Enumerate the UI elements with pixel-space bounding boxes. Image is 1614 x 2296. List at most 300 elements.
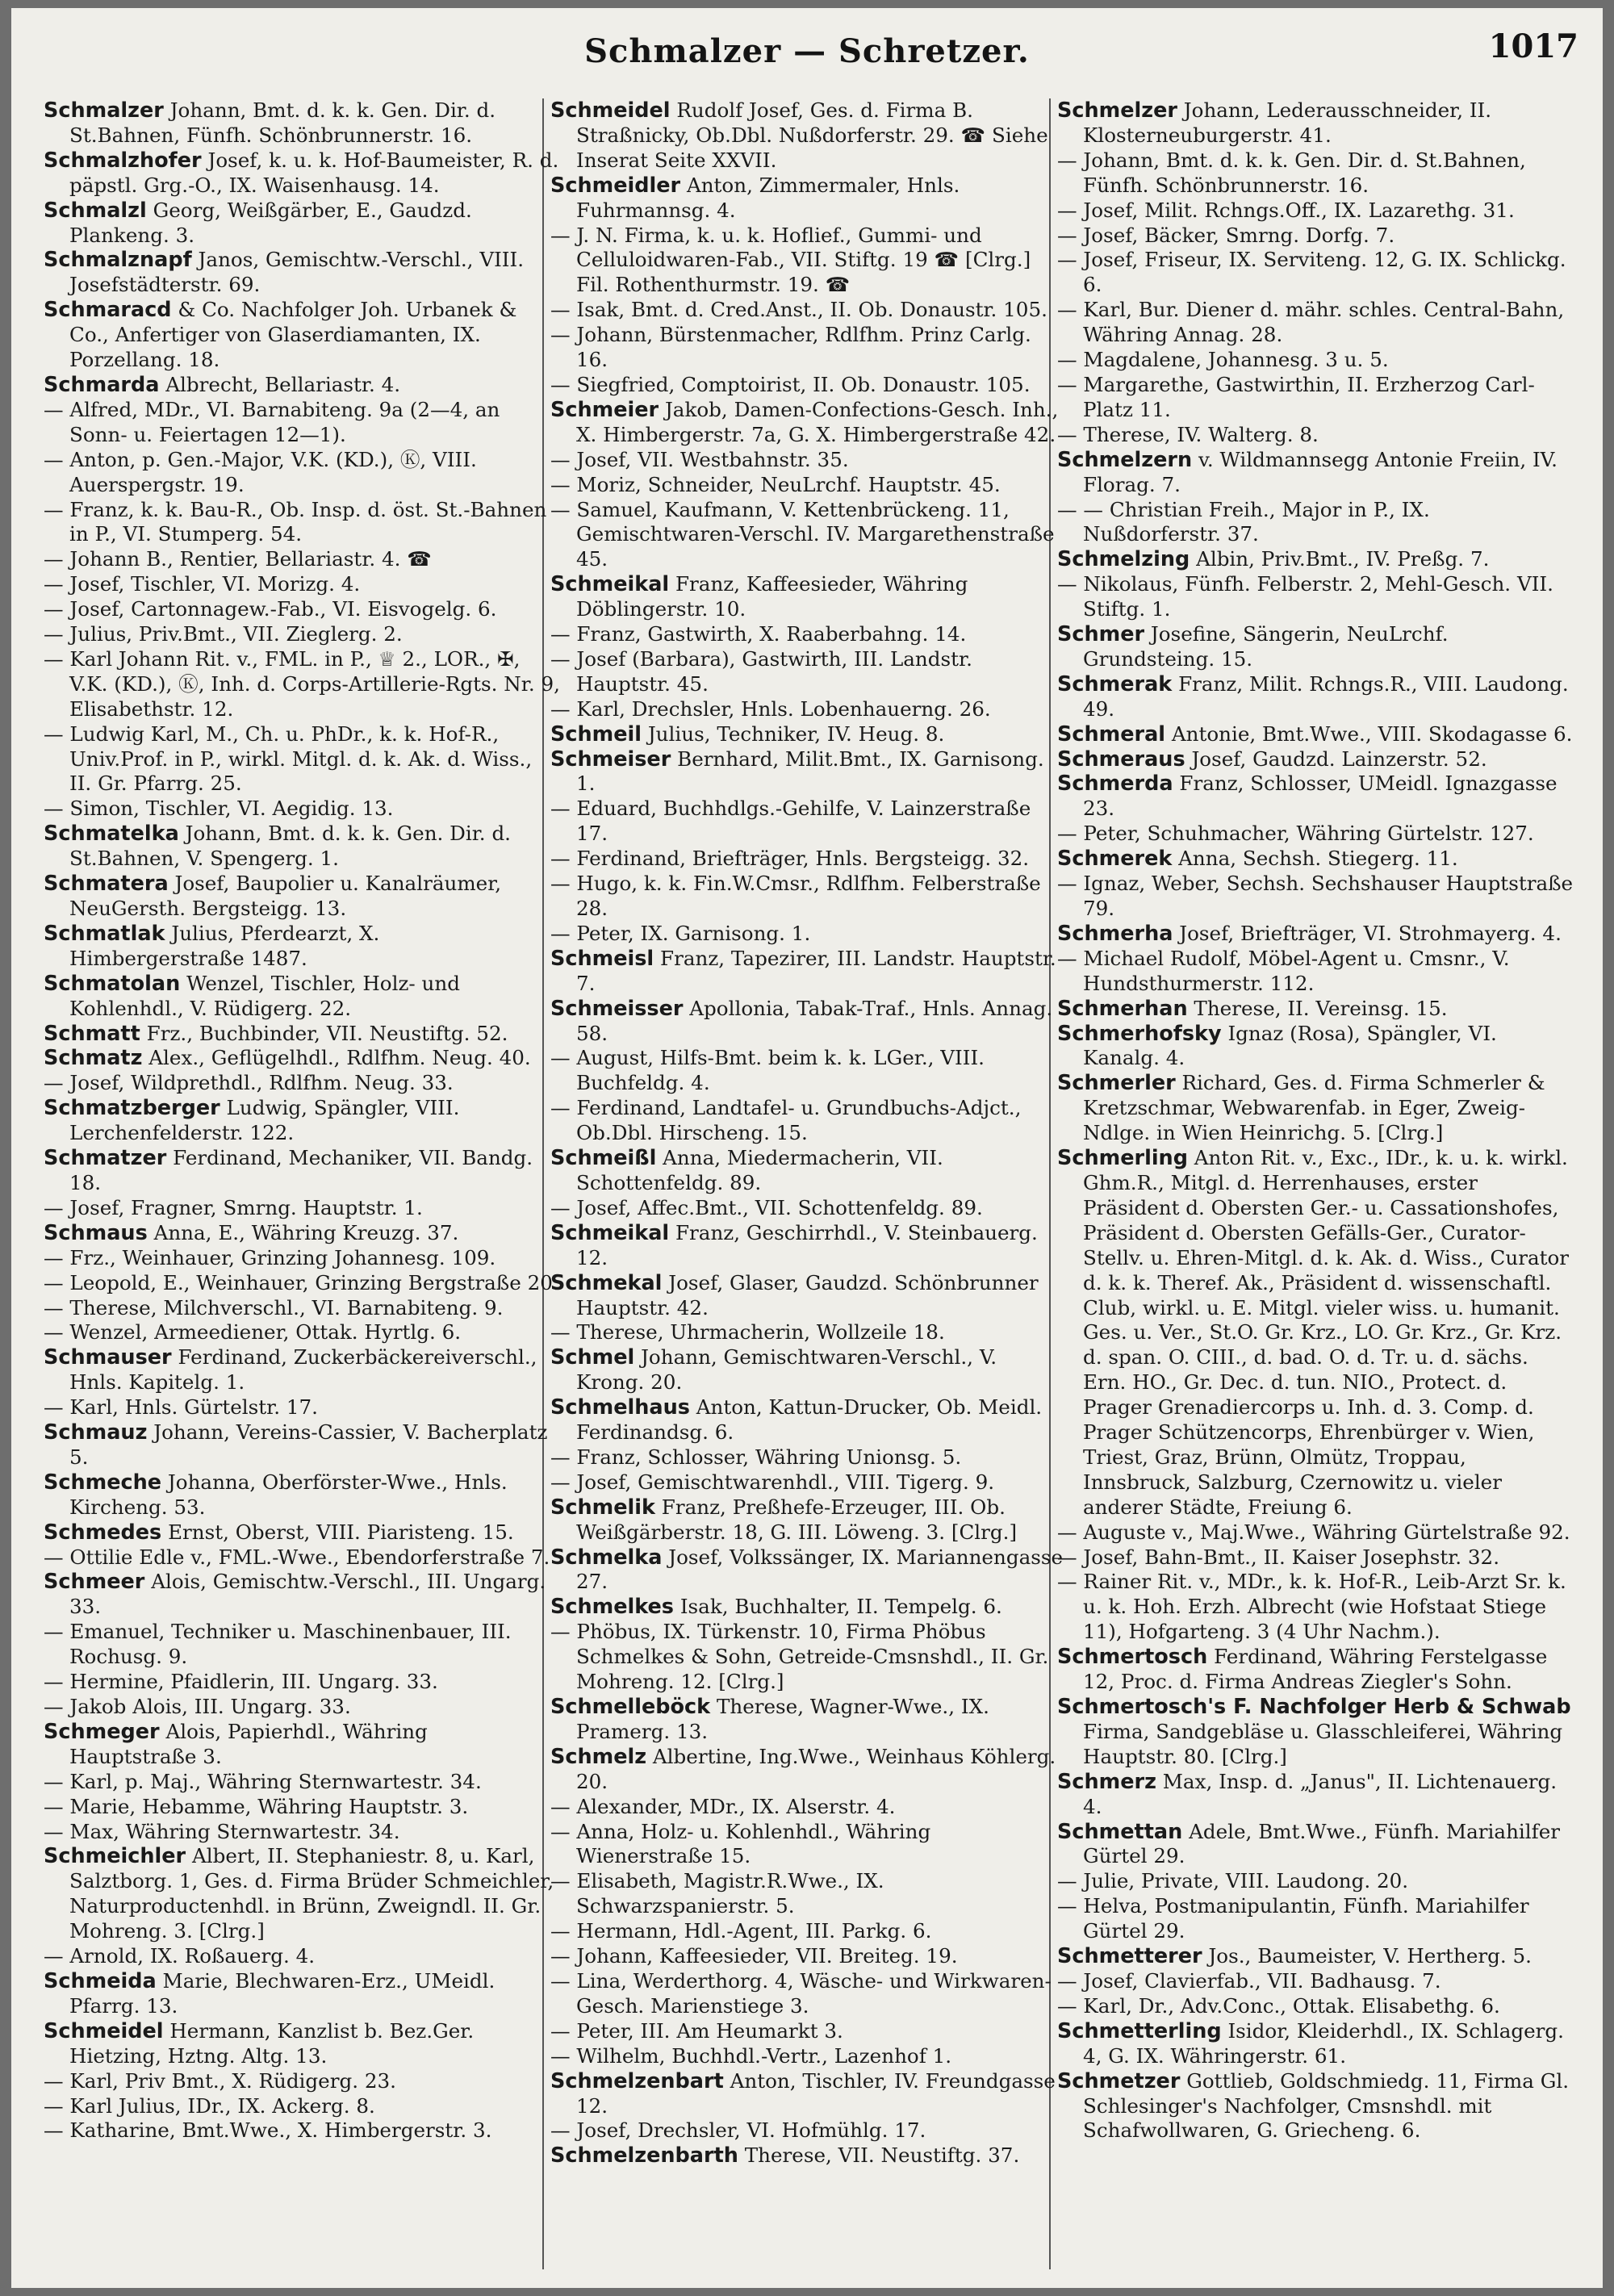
- entry-details: — Therese, Uhrmacherin, Wollzeile 18.: [550, 1320, 945, 1345]
- entry-surname: Schmerler: [1057, 1071, 1176, 1096]
- directory-entry: [550, 947, 1067, 997]
- entry-surname: Schmerz: [1057, 1769, 1156, 1794]
- directory-entry: [1057, 847, 1574, 872]
- directory-entry: [550, 373, 1067, 398]
- directory-entry: [44, 498, 560, 548]
- directory-entry: [550, 224, 1067, 299]
- entry-details: Isidor, Kleiderhdl., IX. Schlagerg. 4, G. IX. Währingerstr. 61.: [1083, 2018, 1564, 2068]
- entry-surname: Schmaus: [44, 1220, 148, 1245]
- entry-surname: Schmerling: [1057, 1146, 1188, 1171]
- entry-details: — Peter, Schuhmacher, Währing Gürtelstr. 127.: [1057, 822, 1534, 846]
- entry-details: — Josef, Milit. Rchngs.Off., IX. Lazarethg. 31.: [1057, 198, 1515, 222]
- entry-surname: Schmeger: [44, 1719, 160, 1744]
- entry-details: Jakob, Damen-Confections-Gesch. Inh., X. Himbergerstr. 7a, G. X. Himbergerstraße 42.: [576, 397, 1059, 446]
- entry-details: Josef, k. u. k. Hof-Baumeister, R. d. päpstl. Grg.-O., IX. Waisenhausg. 14.: [69, 148, 559, 197]
- entry-surname: Schmeer: [44, 1570, 145, 1595]
- directory-entry: [550, 1795, 1067, 1820]
- running-title: Schmalzer — Schretzer.: [584, 32, 1030, 70]
- entry-details: Isak, Buchhalter, II. Tempelg. 6.: [679, 1595, 1002, 1619]
- entry-details: — Josef, Gemischtwarenhdl., VIII. Tigerg. 9.: [550, 1470, 995, 1494]
- entry-surname: Schmatzberger: [44, 1096, 220, 1121]
- directory-entry: [44, 822, 560, 872]
- directory-entry: [44, 647, 560, 722]
- directory-entry: [44, 1096, 560, 1146]
- entry-details: — Josef, Friseur, IX. Serviteng. 12, G. IX. Schlickg. 6.: [1057, 248, 1566, 297]
- directory-entry: [550, 1271, 1067, 1321]
- entry-details: Therese, Wagner-Wwe., IX. Pramerg. 13.: [576, 1695, 989, 1743]
- directory-entry: [550, 1221, 1067, 1271]
- entry-details: — Auguste v., Maj.Wwe., Währing Gürtelstraße 92.: [1057, 1520, 1570, 1544]
- entry-details: — Jakob Alois, III. Ungarg. 33.: [44, 1695, 351, 1718]
- entry-details: — Josef, VII. Westbahnstr. 35.: [550, 447, 849, 471]
- directory-entry: [1057, 1969, 1574, 1994]
- entry-surname: Schmerhofsky: [1057, 1021, 1222, 1046]
- directory-entry: [550, 797, 1067, 847]
- entry-details: — Rainer Rit. v., MDr., k. k. Hof-R., Leib-Arzt Sr. k. u. k. Hoh. Erzh. Albrecht (wie Hofstaat Stiege 11), Hofgarteng. 3 (4 Uhr Nachm.).: [1057, 1570, 1566, 1644]
- entry-details: — Michael Rudolf, Möbel-Agent u. Cmsnr., V. Hundsthurmerstr. 112.: [1057, 946, 1510, 995]
- directory-entry: [550, 1545, 1067, 1595]
- directory-entry: [550, 2019, 1067, 2044]
- directory-entry: [44, 148, 560, 199]
- directory-entry: [550, 1620, 1067, 1695]
- directory-entry: [1057, 947, 1574, 997]
- entry-details: — Karl, Drechsler, Hnls. Lobenhauerng. 26.: [550, 696, 991, 721]
- directory-entry: [550, 1495, 1067, 1545]
- entry-details: Anna, Miedermacherin, VII. Schottenfeldg. 89.: [576, 1146, 943, 1194]
- entry-details: — Julie, Private, VIII. Laudong. 20.: [1057, 1869, 1409, 1893]
- directory-entry: [44, 448, 560, 498]
- entry-surname: Schmeikal: [550, 1220, 670, 1245]
- entry-details: — Josef, Wildprethdl., Rdlfhm. Neug. 33.: [44, 1071, 454, 1095]
- entry-surname: Schmauz: [44, 1420, 148, 1445]
- directory-entry: [1057, 547, 1574, 572]
- directory-entry: [1057, 1869, 1574, 1894]
- directory-entry: [550, 1944, 1067, 1969]
- entry-details: — Hugo, k. k. Fin.W.Cmsr., Rdlfhm. Felberstraße 28.: [550, 872, 1041, 920]
- entry-details: — Margarethe, Gastwirthin, II. Erzherzog Carl-Platz 11.: [1057, 372, 1535, 421]
- entry-details: — Max, Währing Sternwartestr. 34.: [44, 1819, 400, 1843]
- directory-entry: [44, 1720, 560, 1770]
- directory-entry: [44, 398, 560, 448]
- entry-details: — Josef, Bahn-Bmt., II. Kaiser Josephstr. 32.: [1057, 1545, 1500, 1569]
- entry-details: Ignaz (Rosa), Spängler, VI. Kanalg. 4.: [1083, 1021, 1497, 1070]
- entry-details: — Karl, Dr., Adv.Conc., Ottak. Elisabethg. 6.: [1057, 1993, 1500, 2018]
- directory-entry: [44, 1620, 560, 1670]
- directory-entry: [44, 1395, 560, 1420]
- entry-surname: Schmertosch's F. Nachfolger Herb & Schwab: [1057, 1695, 1571, 1719]
- entry-details: — Peter, IX. Garnisong. 1.: [550, 921, 811, 945]
- directory-page: [11, 8, 1603, 2288]
- entry-details: — Karl, Priv Bmt., X. Rüdigerg. 23.: [44, 2068, 396, 2093]
- directory-entry: [1057, 622, 1574, 672]
- entry-details: Johann, Lederausschneider, II. Klosterneuburgerstr. 41.: [1083, 98, 1492, 147]
- directory-entry: [44, 1820, 560, 1845]
- directory-entry: [44, 1246, 560, 1271]
- entry-surname: Schmelhaus: [550, 1395, 690, 1420]
- entry-details: — Josef, Fragner, Smrng. Hauptstr. 1.: [44, 1195, 423, 1219]
- directory-entry: [550, 1345, 1067, 1395]
- directory-entry: [1057, 1944, 1574, 1969]
- entry-surname: Schmelzing: [1057, 547, 1190, 572]
- entry-surname: Schmatera: [44, 872, 169, 897]
- entry-surname: Schmerhan: [1057, 996, 1188, 1021]
- directory-entry: [1057, 1820, 1574, 1870]
- entry-details: — Anton, p. Gen.-Major, V.K. (KD.), Ⓚ, VIII. Auerspergstr. 19.: [44, 447, 477, 496]
- directory-entry: [1057, 298, 1574, 348]
- entry-details: Franz, Preßhefe-Erzeuger, III. Ob. Weißgärberstr. 18, G. III. Löweng. 3. [Clrg.]: [576, 1495, 1018, 1544]
- directory-entry: [44, 722, 560, 797]
- entry-surname: Schmekal: [550, 1270, 663, 1295]
- entry-details: Anton Rit. v., Exc., IDr., k. u. k. wirkl. Ghm.R., Mitgl. d. Herrenhauses, erster Präsident d. Obersten Ger.- u. Cassationshofes, Präsident d. Obersten Gefälls-Ger., Curator-Stellv. u. Ehren-Mitgl. d. k. Ak. d. Wiss., Curator d. k. k. Theref. Ak., Präsident d. wissenschaftl. Club, wirkl. u. E. Mitgl. vieler wiss. u. humanit. Ges. u. Ver., St.O. Gr. Krz., LO. Gr. Krz., Gr. Krz. d. span. O. CIII., d. bad. O. d. Tr. u. d. sächs. Ern. HO., Gr. Dec. d. tun. NIO., Protect. d. Prager Grenadiercorps u. Inh. d. 3. Comp. d. Prager Schützencorps, Ehrenbürger v. Wien, Triest, Graz, Brünn, Olmütz, Troppau, Innsbruck, Salzburg, Czernowitz u. vieler anderer Städte, Freiung 6.: [1083, 1146, 1570, 1519]
- entry-details: Josefine, Sängerin, NeuLrchf. Grundsteing. 15.: [1083, 622, 1449, 671]
- entry-surname: Schmetzer: [1057, 2068, 1181, 2093]
- directory-entry: [550, 1146, 1067, 1196]
- entry-surname: Schmatzer: [44, 1146, 167, 1171]
- entry-details: Josef, Glaser, Gaudzd. Schönbrunner Hauptstr. 42.: [576, 1270, 1039, 1319]
- entry-details: Jos., Baumeister, V. Hertherg. 5.: [1208, 1944, 1532, 1968]
- directory-entry: [44, 2118, 560, 2143]
- entry-details: Firma, Sandgebläse u. Glasschleiferei, Währing Hauptstr. 80. [Clrg.]: [1083, 1719, 1563, 1768]
- directory-entry: [1057, 199, 1574, 224]
- directory-entry: [550, 722, 1067, 747]
- entry-surname: Schmerek: [1057, 847, 1173, 872]
- directory-entry: [44, 1046, 560, 1071]
- entry-surname: Schmelz: [550, 1744, 647, 1769]
- directory-entry: [44, 1570, 560, 1620]
- entry-details: — Josef, Bäcker, Smrng. Dorfg. 7.: [1057, 223, 1395, 247]
- entry-details: Ludwig, Spängler, VIII. Lerchenfelderstr. 122.: [69, 1096, 460, 1145]
- directory-entry: [550, 1919, 1067, 1944]
- entry-details: Julius, Techniker, IV. Heug. 8.: [647, 721, 945, 746]
- entry-surname: Schmelleböck: [550, 1695, 711, 1719]
- entry-surname: Schmerak: [1057, 671, 1173, 696]
- directory-entry: [44, 1221, 560, 1246]
- entry-details: Gottlieb, Goldschmiedg. 11, Firma Gl. Schlesinger's Nachfolger, Cmsnshdl. mit Schafwollwaren, G. Griecheng. 6.: [1083, 2068, 1570, 2143]
- entry-surname: Schmertosch: [1057, 1645, 1208, 1670]
- directory-entry: [44, 1420, 560, 1470]
- directory-entry: [44, 1770, 560, 1795]
- entry-details: — Ferdinand, Briefträger, Hnls. Bergsteigg. 32.: [550, 847, 1030, 871]
- entry-details: — Julius, Priv.Bmt., VII. Zieglerg. 2.: [44, 622, 403, 646]
- entry-details: Apollonia, Tabak-Traf., Hnls. Annag. 58.: [576, 996, 1053, 1045]
- entry-details: — Helva, Postmanipulantin, Fünfh. Mariahilfer Gürtel 29.: [1057, 1894, 1529, 1943]
- entry-details: Anton, Kattun-Drucker, Ob. Meidl. Ferdinandsg. 6.: [576, 1395, 1043, 1445]
- entry-surname: Schmalznapf: [44, 248, 192, 273]
- entry-details: — Peter, III. Am Heumarkt 3.: [550, 2018, 843, 2043]
- directory-entry: [1057, 1994, 1574, 2019]
- entry-details: — Hermine, Pfaidlerin, III. Ungarg. 33.: [44, 1670, 438, 1694]
- entry-details: Ferdinand, Währing Ferstelgasse 12, Proc. d. Firma Andreas Ziegler's Sohn.: [1083, 1645, 1548, 1694]
- entry-details: — Anna, Holz- u. Kohlenhdl., Währing Wienerstraße 15.: [550, 1819, 931, 1868]
- entry-details: — Josef, Drechsler, VI. Hofmühlg. 17.: [550, 2118, 926, 2143]
- entry-surname: Schmeche: [44, 1470, 162, 1495]
- directory-entry: [550, 174, 1067, 224]
- directory-entry: [44, 2019, 560, 2069]
- entry-details: — Katharine, Bmt.Wwe., X. Himbergerstr. 3.: [44, 2118, 492, 2143]
- entry-details: — Karl, Hnls. Gürtelstr. 17.: [44, 1395, 318, 1420]
- directory-entry: [1057, 997, 1574, 1022]
- entry-details: — Alexander, MDr., IX. Alserstr. 4.: [550, 1794, 896, 1818]
- directory-entry: [44, 199, 560, 249]
- entry-details: — — Christian Freih., Major in P., IX. Nußdorferstr. 37.: [1057, 497, 1430, 546]
- entry-surname: Schmeisser: [550, 996, 684, 1021]
- directory-entry: [550, 1196, 1067, 1221]
- entry-details: Franz, Schlosser, UMeidl. Ignazgasse 23.: [1083, 772, 1558, 821]
- directory-entry: [550, 1395, 1067, 1445]
- entry-details: Josef, Volkssänger, IX. Mariannengasse 27.: [576, 1545, 1064, 1594]
- directory-entry: [44, 298, 560, 373]
- entry-details: — Johann, Kaffeesieder, VII. Breiteg. 19.: [550, 1944, 958, 1968]
- directory-entry: [1057, 2069, 1574, 2144]
- entry-details: — Hermann, Hdl.-Agent, III. Parkg. 6.: [550, 1919, 932, 1943]
- directory-entry: [1057, 1545, 1574, 1570]
- entry-details: — Josef, Clavierfab., VII. Badhausg. 7.: [1057, 1968, 1441, 1993]
- entry-surname: Schmalzer: [44, 98, 164, 123]
- directory-entry: [44, 1345, 560, 1395]
- directory-entry: [44, 1071, 560, 1096]
- entry-details: — Franz, Gastwirth, X. Raaberbahng. 14.: [550, 622, 967, 646]
- entry-details: — Eduard, Buchhdlgs.-Gehilfe, V. Lainzerstraße 17.: [550, 797, 1031, 846]
- directory-entry: [550, 1046, 1067, 1096]
- directory-entry: [44, 1320, 560, 1345]
- entry-details: Adele, Bmt.Wwe., Fünfh. Mariahilfer Gürtel 29.: [1083, 1819, 1561, 1868]
- directory-entry: [44, 1695, 560, 1720]
- directory-entry: [44, 1944, 560, 1969]
- entry-details: — Emanuel, Techniker u. Maschinenbauer, III. Rochusg. 9.: [44, 1620, 512, 1669]
- directory-entry: [44, 1296, 560, 1321]
- entry-details: Franz, Tapezirer, III. Landstr. Hauptstr. 7.: [576, 946, 1056, 995]
- directory-entry: [44, 1146, 560, 1196]
- directory-entry: [550, 2044, 1067, 2069]
- entry-details: Anna, Sechsh. Stiegerg. 11.: [1178, 847, 1458, 871]
- directory-entry: [44, 2069, 560, 2094]
- entry-surname: Schmeisl: [550, 946, 654, 971]
- entry-surname: Schmelzenbarth: [550, 2143, 738, 2168]
- directory-entry: [44, 922, 560, 972]
- entry-details: — Karl Julius, IDr., IX. Ackerg. 8.: [44, 2093, 375, 2118]
- directory-entry: [1057, 672, 1574, 722]
- entry-surname: Schmeraus: [1057, 747, 1185, 772]
- entry-details: — Phöbus, IX. Türkenstr. 10, Firma Phöbus Schmelkes & Sohn, Getreide-Cmsnshdl., II. Gr. Mohreng. 12. [Clrg.]: [550, 1620, 1049, 1694]
- directory-entry: [1057, 1071, 1574, 1146]
- directory-entry: [1057, 348, 1574, 373]
- entry-details: Antonie, Bmt.Wwe., VIII. Skodagasse 6.: [1171, 721, 1573, 746]
- entry-surname: Schmatlak: [44, 921, 165, 946]
- directory-column-2: [550, 98, 1067, 2277]
- directory-entry: [1057, 224, 1574, 249]
- entry-details: — Josef, Affec.Bmt., VII. Schottenfeldg. 89.: [550, 1195, 983, 1219]
- entry-details: Ferdinand, Mechaniker, VII. Bandg. 18.: [69, 1146, 533, 1194]
- directory-entry: [1057, 922, 1574, 947]
- page-number: 1017: [1488, 27, 1578, 65]
- directory-entry: [44, 872, 560, 922]
- entry-details: — Isak, Bmt. d. Cred.Anst., II. Ob. Donaustr. 105.: [550, 298, 1047, 322]
- entry-details: Josef, Baupolier u. Kanalräumer, NeuGersth. Bergsteigg. 13.: [69, 872, 502, 920]
- entry-surname: Schmeiser: [550, 747, 671, 772]
- entry-surname: Schmalzl: [44, 198, 147, 223]
- entry-surname: Schmeidler: [550, 173, 681, 198]
- entry-surname: Schmelzer: [1057, 98, 1177, 123]
- directory-entry: [1057, 423, 1574, 448]
- directory-entry: [1057, 872, 1574, 922]
- directory-entry: [44, 597, 560, 622]
- directory-entry: [44, 1844, 560, 1944]
- directory-entry: [1057, 248, 1574, 298]
- entry-surname: Schmatelka: [44, 822, 179, 847]
- directory-entry: [44, 1196, 560, 1221]
- directory-entry: [44, 1520, 560, 1545]
- directory-entry: [44, 248, 560, 298]
- entry-details: — Lina, Werderthorg. 4, Wäsche- und Wirkwaren-Gesch. Marienstiege 3.: [550, 1968, 1052, 2018]
- directory-entry: [1057, 772, 1574, 822]
- entry-details: — Elisabeth, Magistr.R.Wwe., IX. Schwarzspanierstr. 5.: [550, 1869, 884, 1918]
- entry-details: — Samuel, Kaufmann, V. Kettenbrückeng. 11, Gemischtwaren-Verschl. IV. Margarethenstraße 45.: [550, 497, 1055, 571]
- entry-details: — Ludwig Karl, M., Ch. u. PhDr., k. k. Hof-R., Univ.Prof. in P., wirkl. Mitgl. d. k. Ak. d. Wiss., II. Gr. Pfarrg. 25.: [44, 721, 533, 796]
- directory-entry: [1057, 2019, 1574, 2069]
- directory-entry: [550, 98, 1067, 174]
- entry-details: — Johann, Bürstenmacher, Rdlfhm. Prinz Carlg. 16.: [550, 323, 1031, 372]
- directory-entry: [550, 1320, 1067, 1345]
- entry-surname: Schmarda: [44, 372, 160, 397]
- entry-details: — Karl, p. Maj., Währing Sternwartestr. 34.: [44, 1769, 482, 1793]
- entry-details: Frz., Buchbinder, VII. Neustiftg. 52.: [146, 1021, 508, 1045]
- directory-entry: [1057, 1520, 1574, 1545]
- directory-entry: [1057, 1645, 1574, 1695]
- entry-details: Josef, Briefträger, VI. Strohmayerg. 4.: [1179, 921, 1562, 945]
- entry-surname: Schmeidel: [44, 2018, 164, 2043]
- directory-entry: [44, 2094, 560, 2119]
- entry-details: — Moriz, Schneider, NeuLrchf. Hauptstr. 45.: [550, 472, 1001, 496]
- directory-entry: [550, 2118, 1067, 2143]
- entry-details: — Franz, k. k. Bau-R., Ob. Insp. d. öst. St.-Bahnen in P., VI. Stumperg. 54.: [44, 497, 547, 546]
- entry-surname: Schmelzern: [1057, 447, 1193, 472]
- directory-entry: [44, 1271, 560, 1296]
- directory-entry: [550, 2069, 1067, 2119]
- directory-entry: [44, 1022, 560, 1047]
- entry-details: Anton, Tischler, IV. Freundgasse 12.: [576, 2068, 1056, 2118]
- directory-entry: [550, 2143, 1067, 2168]
- entry-details: — Leopold, E., Weinhauer, Grinzing Bergstraße 20.: [44, 1270, 559, 1294]
- entry-surname: Schmeißl: [550, 1146, 657, 1171]
- directory-entry: [550, 697, 1067, 722]
- entry-details: Richard, Ges. d. Firma Schmerler & Kretzschmar, Webwarenfab. in Eger, Zweig-Ndlge. in Wien Heinrichg. 5. [Clrg.]: [1083, 1071, 1545, 1145]
- page-header: [11, 27, 1603, 76]
- entry-surname: Schmetterer: [1057, 1944, 1202, 1969]
- entry-surname: Schmalzhofer: [44, 148, 202, 173]
- entry-surname: Schmer: [1057, 622, 1145, 647]
- directory-entry: [44, 1545, 560, 1570]
- directory-entry: [44, 547, 560, 572]
- directory-entry: [550, 1745, 1067, 1795]
- directory-entry: [1057, 1570, 1574, 1645]
- entry-surname: Schmeral: [1057, 721, 1166, 747]
- entry-details: Janos, Gemischtw.-Verschl., VIII. Josefstädterstr. 69.: [69, 248, 525, 297]
- directory-entry: [1057, 1022, 1574, 1072]
- entry-details: — J. N. Firma, k. u. k. Hoflief., Gummi- und Celluloidwaren-Fab., VII. Stiftg. 19 ☎ [Clrg.] Fil. Rothenthurmstr. 19. ☎: [550, 223, 1031, 297]
- entry-details: v. Wildmannsegg Antonie Freiin, IV. Florag. 7.: [1083, 447, 1558, 496]
- directory-entry: [550, 473, 1067, 498]
- entry-details: — Josef (Barbara), Gastwirth, III. Landstr. Hauptstr. 45.: [550, 646, 972, 696]
- directory-entry: [44, 622, 560, 647]
- entry-details: Hermann, Kanzlist b. Bez.Ger. Hietzing, Hztng. Altg. 13.: [69, 2018, 475, 2068]
- directory-entry: [550, 1470, 1067, 1495]
- entry-details: — Karl, Bur. Diener d. mähr. schles. Central-Bahn, Währing Annag. 28.: [1057, 298, 1565, 347]
- entry-surname: Schmetterling: [1057, 2018, 1222, 2043]
- entry-surname: Schmeikal: [550, 572, 670, 597]
- directory-entry: [1057, 1894, 1574, 1944]
- entry-details: Wenzel, Tischler, Holz- und Kohlenhdl., V. Rüdigerg. 22.: [69, 971, 460, 1020]
- directory-entry: [1057, 373, 1574, 423]
- directory-entry: [550, 572, 1067, 622]
- directory-entry: [44, 373, 560, 398]
- directory-entry: [550, 922, 1067, 947]
- entry-details: Alois, Papierhdl., Währing Hauptstraße 3.: [69, 1719, 428, 1768]
- entry-details: Franz, Geschirrhdl., V. Steinbauerg. 12.: [576, 1220, 1038, 1269]
- entry-surname: Schmerda: [1057, 772, 1173, 797]
- directory-entry: [550, 1595, 1067, 1620]
- entry-surname: Schmaracd: [44, 298, 172, 323]
- directory-entry: [1057, 722, 1574, 747]
- entry-details: — Ignaz, Weber, Sechsh. Sechshauser Hauptstraße 79.: [1057, 872, 1574, 920]
- entry-details: — Johann, Bmt. d. k. k. Gen. Dir. d. St.Bahnen, Fünfh. Schönbrunnerstr. 16.: [1057, 148, 1526, 197]
- entry-surname: Schmeidel: [550, 98, 671, 123]
- directory-entry: [550, 1820, 1067, 1870]
- entry-surname: Schmatz: [44, 1046, 143, 1071]
- entry-surname: Schmeida: [44, 1968, 157, 1993]
- entry-details: — Josef, Tischler, VI. Morizg. 4.: [44, 572, 361, 596]
- entry-details: Anna, E., Währing Kreuzg. 37.: [153, 1220, 459, 1244]
- entry-details: — Siegfried, Comptoirist, II. Ob. Donaustr. 105.: [550, 372, 1031, 396]
- directory-entry: [550, 847, 1067, 872]
- entry-details: Alex., Geflügelhdl., Rdlfhm. Neug. 40.: [148, 1046, 531, 1070]
- entry-details: Max, Insp. d. „Janus", II. Lichtenauerg. 4.: [1083, 1769, 1558, 1818]
- entry-details: Ernst, Oberst, VIII. Piaristeng. 15.: [168, 1520, 514, 1544]
- directory-entry: [550, 1869, 1067, 1919]
- entry-details: Albert, II. Stephaniestr. 8, u. Karl, Salztborg. 1, Ges. d. Firma Brüder Schmeichler, Naturproductenhdl. in Brünn, Zweigndl. II. Gr. Mohreng. 3. [Clrg.]: [69, 1844, 554, 1943]
- entry-details: — Simon, Tischler, VI. Aegidig. 13.: [44, 797, 394, 821]
- directory-entry: [550, 498, 1067, 573]
- entry-details: & Co. Nachfolger Joh. Urbanek & Co., Anfertiger von Glaserdiamanten, IX. Porzellang. 18.: [69, 298, 517, 372]
- directory-entry: [44, 1470, 560, 1520]
- directory-entry: [550, 747, 1067, 797]
- entry-details: Georg, Weißgärber, E., Gaudzd. Plankeng. 3.: [69, 198, 472, 247]
- directory-entry: [550, 1445, 1067, 1470]
- entry-details: Rudolf Josef, Ges. d. Firma B. Straßnicky, Ob.Dbl. Nußdorferstr. 29. ☎ Siehe Inserat Seite XXVII.: [576, 98, 1048, 172]
- directory-entry: [44, 1969, 560, 2019]
- entry-details: Josef, Gaudzd. Lainzerstr. 52.: [1191, 747, 1487, 771]
- directory-entry: [1057, 1770, 1574, 1820]
- entry-surname: Schmettan: [1057, 1819, 1183, 1844]
- entry-details: — Frz., Weinhauer, Grinzing Johannesg. 109.: [44, 1245, 496, 1269]
- entry-details: — August, Hilfs-Bmt. beim k. k. LGer., VIII. Buchfeldg. 4.: [550, 1046, 985, 1095]
- directory-entry: [1057, 1695, 1574, 1770]
- entry-surname: Schmeil: [550, 721, 642, 747]
- entry-details: Johann, Vereins-Cassier, V. Bacherplatz 5.: [69, 1420, 548, 1469]
- directory-entry: [44, 797, 560, 822]
- directory-entry: [550, 1969, 1067, 2019]
- directory-entry: [44, 1670, 560, 1695]
- entry-surname: Schmelzenbart: [550, 2068, 724, 2093]
- directory-entry: [1057, 572, 1574, 622]
- entry-details: — Ferdinand, Landtafel- u. Grundbuchs-Adjct., Ob.Dbl. Hirscheng. 15.: [550, 1096, 1022, 1145]
- entry-surname: Schmeichler: [44, 1844, 186, 1869]
- entry-details: Therese, VII. Neustiftg. 37.: [744, 2143, 1020, 2168]
- directory-entry: [550, 398, 1067, 448]
- entry-details: Johann, Bmt. d. k. k. Gen. Dir. d. St.Bahnen, V. Spengerg. 1.: [69, 822, 511, 871]
- directory-entry: [44, 572, 560, 597]
- entry-details: Marie, Blechwaren-Erz., UMeidl. Pfarrg. 13.: [69, 1968, 495, 2018]
- directory-entry: [1057, 148, 1574, 199]
